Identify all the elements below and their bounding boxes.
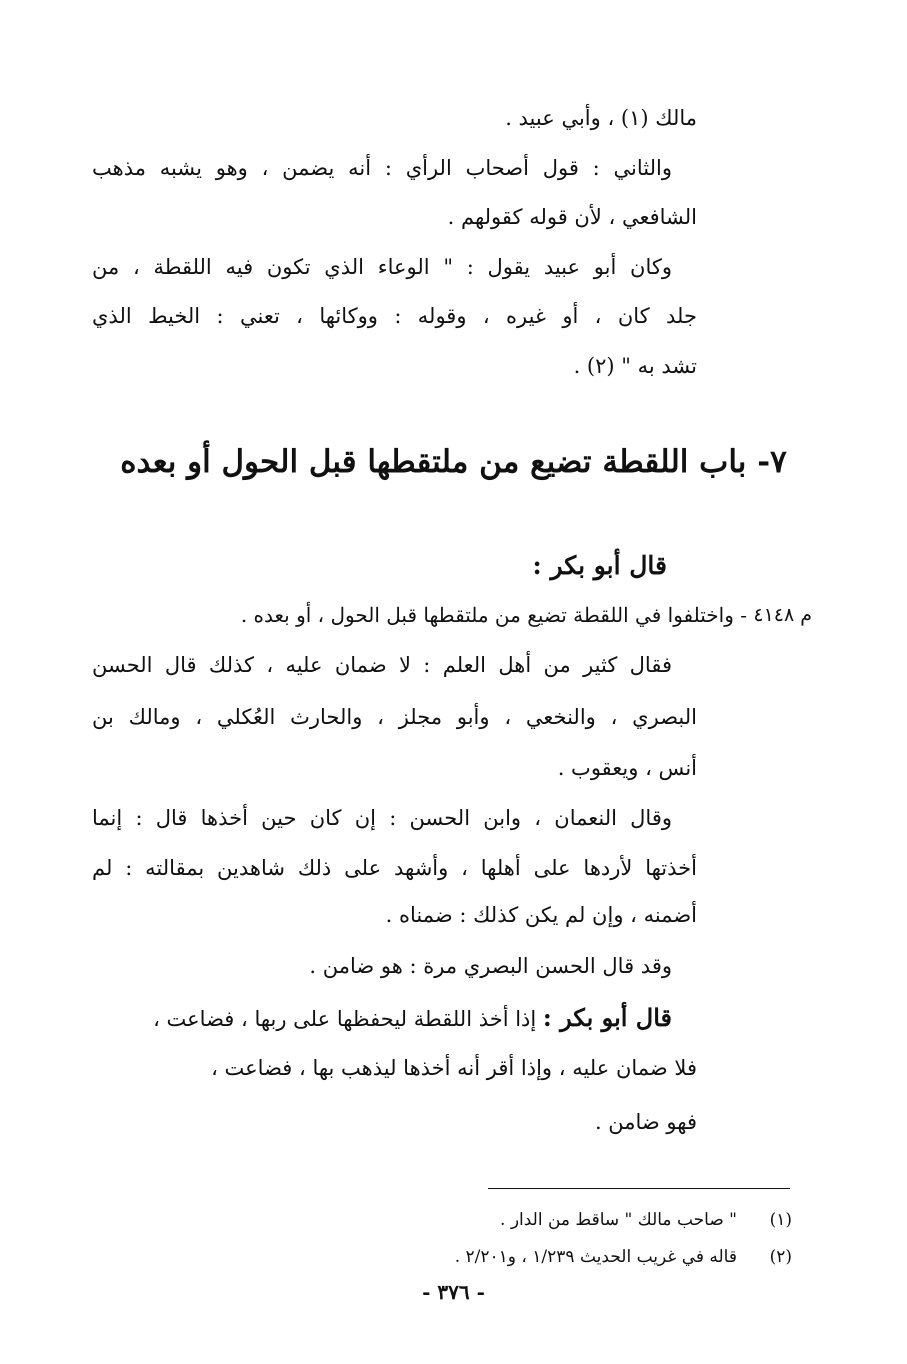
text-line: وكان أبو عبيد يقول : " الوعاء الذي تكون فيه اللقطة ، من bbox=[92, 255, 672, 279]
text-line bbox=[92, 1003, 672, 1034]
text-line: وقال النعمان ، وابن الحسن : إن كان حين أخذها قال : إنما bbox=[92, 806, 672, 830]
text-line: الشافعي ، لأن قوله كقولهم . bbox=[447, 205, 697, 229]
footnote-number: (٢) bbox=[769, 1247, 792, 1267]
text-line: جلد كان ، أو غيره ، وقوله : ووكائها ، تعني : الخيط الذي bbox=[92, 304, 697, 328]
text-line: تشد به " (٢) . bbox=[573, 354, 697, 378]
subheading: قال أبو بكر : bbox=[532, 551, 667, 580]
text-line: فهو ضامن . bbox=[594, 1110, 697, 1134]
inline-text: إذا أخذ اللقطة ليحفظها على ربها ، فضاعت ، bbox=[153, 1007, 543, 1031]
footnote-text: قاله في غريب الحديث ١/٢٣٩ ، و٢/٢٠١ . bbox=[454, 1247, 737, 1267]
text-line: وقد قال الحسن البصري مرة : هو ضامن . bbox=[309, 954, 672, 978]
text-line: أنس ، ويعقوب . bbox=[557, 756, 697, 780]
text-line: أخذتها لأردها على أهلها ، وأشهد على ذلك شاهدين بمقالته : لم bbox=[92, 856, 697, 880]
text-line: - واختلفوا في اللقطة تضيع من ملتقطها قبل الحول ، أو بعده . bbox=[240, 603, 747, 627]
page-number: - ٣٧٦ - bbox=[422, 1280, 485, 1304]
footnote-text: " صاحب مالك " ساقط من الدار . bbox=[500, 1210, 737, 1230]
text-line: فقال كثير من أهل العلم : لا ضمان عليه ، كذلك قال الحسن bbox=[92, 653, 672, 677]
text-line: والثاني : قول أصحاب الرأي : أنه يضمن ، وهو يشبه مذهب bbox=[92, 156, 672, 180]
inline-lead: قال أبو بكر : bbox=[542, 1003, 672, 1032]
margin-number: م ٤١٤٨ bbox=[753, 604, 812, 626]
text-line: أضمنه ، وإن لم يكن كذلك : ضمناه . bbox=[385, 903, 697, 927]
text-line: البصري ، والنخعي ، وأبو مجلز ، والحارث العُكلي ، ومالك بن bbox=[92, 705, 697, 729]
footnote-number: (١) bbox=[769, 1210, 792, 1230]
text-line: فلا ضمان عليه ، وإذا أقر أنه أخذها ليذهب بها ، فضاعت ، bbox=[211, 1056, 697, 1080]
chapter-heading: ٧- باب اللقطة تضيع من ملتقطها قبل الحول أو بعده bbox=[120, 444, 787, 480]
footnote-divider bbox=[488, 1188, 790, 1189]
text-line: مالك (١) ، وأبي عبيد . bbox=[505, 106, 697, 130]
